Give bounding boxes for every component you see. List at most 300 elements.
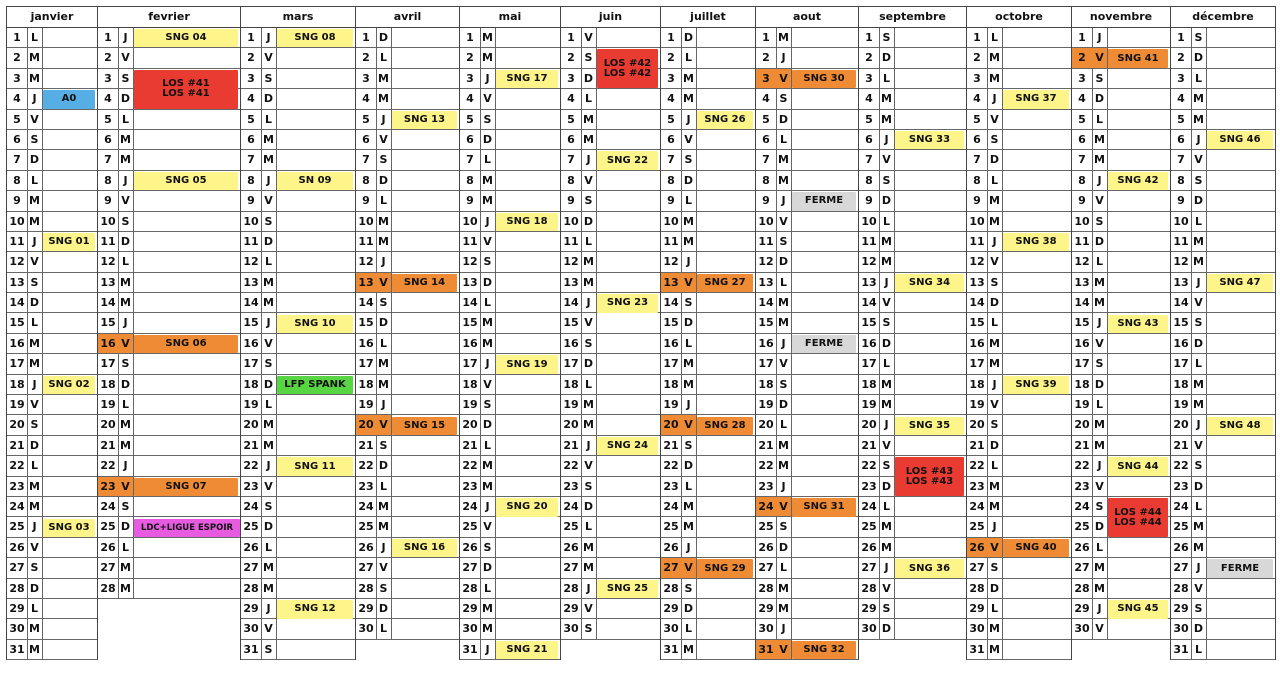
day-row bbox=[241, 273, 355, 293]
day-number: 31 bbox=[756, 640, 777, 659]
day-number: 20 bbox=[1171, 415, 1192, 434]
day-row bbox=[756, 293, 858, 313]
day-number: 3 bbox=[859, 69, 880, 88]
day-row bbox=[356, 619, 459, 639]
day-number: 10 bbox=[7, 212, 28, 231]
weekday-letter: J bbox=[27, 517, 43, 536]
day-number: 20 bbox=[859, 415, 880, 434]
weekday-letter: J bbox=[1191, 273, 1207, 292]
day-number: 24 bbox=[859, 497, 880, 516]
day-row bbox=[460, 293, 560, 313]
day-number: 14 bbox=[1072, 293, 1093, 312]
day-number: 12 bbox=[1171, 252, 1192, 271]
day-row bbox=[561, 252, 660, 272]
day-row bbox=[98, 558, 240, 578]
weekday-letter: V bbox=[879, 150, 895, 169]
day-number: 1 bbox=[98, 28, 119, 47]
weekday-letter: M bbox=[879, 395, 895, 414]
day-number: 27 bbox=[1072, 558, 1093, 577]
day-row bbox=[756, 89, 858, 109]
weekday-letter: D bbox=[480, 558, 496, 577]
month-column-10 bbox=[966, 6, 1072, 660]
weekday-letter: D bbox=[879, 334, 895, 353]
day-row bbox=[460, 579, 560, 599]
day-number: 20 bbox=[460, 415, 481, 434]
day-row bbox=[7, 619, 97, 639]
weekday-letter: D bbox=[376, 456, 392, 475]
weekday-letter: D bbox=[987, 150, 1003, 169]
day-row bbox=[356, 89, 459, 109]
day-number: 3 bbox=[241, 69, 262, 88]
weekday-letter: S bbox=[987, 415, 1003, 434]
day-row bbox=[1072, 212, 1170, 232]
day-number: 11 bbox=[967, 232, 988, 251]
day-number: 25 bbox=[1072, 517, 1093, 536]
event-text: SNG 24 bbox=[606, 440, 649, 452]
weekday-letter: M bbox=[681, 354, 697, 373]
day-number: 2 bbox=[1171, 48, 1192, 67]
day-number: 15 bbox=[661, 313, 682, 332]
day-row bbox=[756, 28, 858, 48]
weekday-letter: D bbox=[261, 375, 277, 394]
event-label bbox=[134, 519, 240, 537]
weekday-letter: J bbox=[681, 538, 697, 557]
event-label bbox=[792, 641, 856, 659]
day-row bbox=[98, 110, 240, 130]
day-number: 21 bbox=[1072, 436, 1093, 455]
weekday-letter: M bbox=[1191, 110, 1207, 129]
weekday-letter: S bbox=[879, 171, 895, 190]
day-row bbox=[859, 150, 966, 170]
day-row bbox=[967, 395, 1071, 415]
day-number: 31 bbox=[241, 640, 262, 659]
weekday-letter: S bbox=[376, 436, 392, 455]
weekday-letter: L bbox=[261, 395, 277, 414]
day-row bbox=[967, 599, 1071, 619]
day-number: 23 bbox=[756, 477, 777, 496]
day-row bbox=[561, 538, 660, 558]
day-number: 29 bbox=[7, 599, 28, 618]
weekday-letter: L bbox=[27, 313, 43, 332]
day-row bbox=[460, 558, 560, 578]
event-text: SNG 12 bbox=[294, 603, 336, 615]
day-row bbox=[967, 334, 1071, 354]
weekday-letter: J bbox=[681, 252, 697, 271]
day-row bbox=[561, 232, 660, 252]
weekday-letter: S bbox=[376, 579, 392, 598]
weekday-letter: M bbox=[987, 640, 1003, 659]
day-number: 13 bbox=[98, 273, 119, 292]
day-row bbox=[241, 110, 355, 130]
event-label bbox=[1003, 233, 1069, 251]
weekday-letter: J bbox=[118, 456, 134, 475]
weekday-letter: M bbox=[1191, 232, 1207, 251]
day-row bbox=[7, 48, 97, 68]
day-row bbox=[7, 212, 97, 232]
event-text: SNG 36 bbox=[908, 562, 951, 574]
event-text: FERME bbox=[804, 195, 844, 207]
day-row bbox=[241, 579, 355, 599]
weekday-letter: J bbox=[480, 640, 496, 659]
weekday-letter: D bbox=[376, 171, 392, 190]
day-row bbox=[859, 538, 966, 558]
day-row bbox=[1171, 313, 1275, 333]
weekday-letter: M bbox=[879, 232, 895, 251]
day-number: 26 bbox=[98, 538, 119, 557]
weekday-letter: S bbox=[681, 150, 697, 169]
day-row bbox=[967, 497, 1071, 517]
weekday-letter: M bbox=[480, 28, 496, 47]
day-number: 28 bbox=[756, 579, 777, 598]
weekday-letter: V bbox=[118, 477, 134, 496]
event-text: SNG 19 bbox=[506, 358, 548, 370]
weekday-letter: J bbox=[1092, 28, 1108, 47]
event-text: SNG 11 bbox=[294, 460, 336, 472]
day-number: 30 bbox=[756, 619, 777, 638]
day-row bbox=[967, 273, 1071, 293]
weekday-letter: L bbox=[261, 252, 277, 271]
day-number: 14 bbox=[460, 293, 481, 312]
day-number: 3 bbox=[460, 69, 481, 88]
weekday-letter: M bbox=[681, 497, 697, 516]
day-number: 20 bbox=[967, 415, 988, 434]
day-row bbox=[98, 191, 240, 211]
weekday-letter: D bbox=[376, 28, 392, 47]
day-number: 1 bbox=[356, 28, 377, 47]
weekday-letter: S bbox=[987, 273, 1003, 292]
day-row bbox=[356, 334, 459, 354]
day-row bbox=[561, 456, 660, 476]
day-row bbox=[98, 456, 240, 476]
weekday-letter: M bbox=[27, 48, 43, 67]
month-header: aout bbox=[756, 7, 858, 28]
day-row bbox=[561, 395, 660, 415]
day-number: 8 bbox=[98, 171, 119, 190]
weekday-letter: D bbox=[581, 354, 597, 373]
day-number: 30 bbox=[561, 619, 582, 638]
weekday-letter: L bbox=[879, 354, 895, 373]
day-row bbox=[356, 354, 459, 374]
weekday-letter: M bbox=[118, 436, 134, 455]
weekday-letter: D bbox=[27, 293, 43, 312]
weekday-letter: J bbox=[987, 375, 1003, 394]
day-number: 6 bbox=[7, 130, 28, 149]
day-number: 10 bbox=[1072, 212, 1093, 231]
day-row bbox=[967, 171, 1071, 191]
day-number: 12 bbox=[98, 252, 119, 271]
weekday-letter: J bbox=[1092, 599, 1108, 618]
day-row bbox=[1072, 150, 1170, 170]
day-number: 10 bbox=[356, 212, 377, 231]
event-text: LOS #44 bbox=[1114, 506, 1162, 518]
weekday-letter: J bbox=[1092, 171, 1108, 190]
day-number: 2 bbox=[460, 48, 481, 67]
event-label bbox=[496, 213, 558, 231]
day-number: 13 bbox=[1171, 273, 1192, 292]
day-number: 21 bbox=[561, 436, 582, 455]
weekday-letter: S bbox=[118, 497, 134, 516]
event-text: LOS #43 bbox=[905, 475, 954, 487]
month-header: juin bbox=[561, 7, 660, 28]
day-number: 9 bbox=[356, 191, 377, 210]
event-label bbox=[597, 580, 658, 598]
day-number: 31 bbox=[967, 640, 988, 659]
weekday-letter: L bbox=[1092, 110, 1108, 129]
day-number: 16 bbox=[241, 334, 262, 353]
day-number: 19 bbox=[7, 395, 28, 414]
event-text: SNG 44 bbox=[1117, 460, 1159, 472]
weekday-letter: S bbox=[987, 130, 1003, 149]
day-row bbox=[756, 313, 858, 333]
day-row bbox=[7, 313, 97, 333]
day-number: 13 bbox=[967, 273, 988, 292]
day-row bbox=[661, 130, 755, 150]
day-row bbox=[460, 375, 560, 395]
day-row bbox=[661, 293, 755, 313]
day-row bbox=[967, 354, 1071, 374]
weekday-letter: V bbox=[261, 334, 277, 353]
day-row bbox=[356, 497, 459, 517]
day-number: 1 bbox=[561, 28, 582, 47]
day-number: 28 bbox=[7, 579, 28, 598]
event-label bbox=[1003, 376, 1069, 394]
day-number: 8 bbox=[561, 171, 582, 190]
weekday-letter: D bbox=[681, 28, 697, 47]
day-row bbox=[356, 150, 459, 170]
event-label bbox=[1108, 457, 1168, 475]
weekday-letter: M bbox=[987, 619, 1003, 638]
day-row bbox=[967, 415, 1071, 435]
day-row bbox=[967, 640, 1071, 660]
day-number: 28 bbox=[241, 579, 262, 598]
day-row bbox=[561, 354, 660, 374]
day-row bbox=[1072, 477, 1170, 497]
day-number: 17 bbox=[460, 354, 481, 373]
day-number: 14 bbox=[561, 293, 582, 312]
day-row bbox=[98, 293, 240, 313]
day-number: 29 bbox=[661, 599, 682, 618]
day-number: 1 bbox=[460, 28, 481, 47]
day-number: 6 bbox=[1072, 130, 1093, 149]
weekday-letter: M bbox=[376, 232, 392, 251]
day-number: 8 bbox=[241, 171, 262, 190]
weekday-letter: L bbox=[581, 232, 597, 251]
event-text: SNG 30 bbox=[803, 72, 845, 84]
event-label bbox=[134, 29, 238, 47]
day-number: 5 bbox=[7, 110, 28, 129]
weekday-letter: D bbox=[261, 232, 277, 251]
day-row bbox=[241, 354, 355, 374]
day-number: 21 bbox=[1171, 436, 1192, 455]
event-label bbox=[895, 417, 964, 435]
day-row bbox=[7, 415, 97, 435]
weekday-letter: M bbox=[776, 313, 792, 332]
day-row bbox=[756, 212, 858, 232]
day-number: 9 bbox=[561, 191, 582, 210]
weekday-letter: V bbox=[261, 48, 277, 67]
day-row bbox=[661, 89, 755, 109]
day-number: 5 bbox=[1072, 110, 1093, 129]
day-number: 15 bbox=[967, 313, 988, 332]
day-row bbox=[661, 232, 755, 252]
weekday-letter: D bbox=[1191, 477, 1207, 496]
month-column-5 bbox=[459, 6, 561, 660]
weekday-letter: S bbox=[376, 293, 392, 312]
day-number: 10 bbox=[460, 212, 481, 231]
day-number: 18 bbox=[356, 375, 377, 394]
event-label bbox=[43, 519, 95, 537]
day-number: 14 bbox=[241, 293, 262, 312]
weekday-letter: D bbox=[1191, 334, 1207, 353]
day-row bbox=[7, 69, 97, 89]
weekday-letter: M bbox=[27, 477, 43, 496]
day-row bbox=[1171, 354, 1275, 374]
weekday-letter: J bbox=[581, 150, 597, 169]
day-number: 9 bbox=[1072, 191, 1093, 210]
day-number: 15 bbox=[98, 313, 119, 332]
event-text: SNG 37 bbox=[1015, 93, 1057, 105]
weekday-letter: M bbox=[987, 191, 1003, 210]
weekday-letter: V bbox=[480, 232, 496, 251]
day-row bbox=[241, 477, 355, 497]
day-number: 13 bbox=[1072, 273, 1093, 292]
day-number: 19 bbox=[241, 395, 262, 414]
month-column-6 bbox=[560, 6, 661, 640]
weekday-letter: V bbox=[776, 69, 792, 88]
weekday-letter: M bbox=[776, 150, 792, 169]
day-number: 14 bbox=[756, 293, 777, 312]
day-row bbox=[98, 375, 240, 395]
weekday-letter: V bbox=[118, 334, 134, 353]
day-row bbox=[1072, 619, 1170, 639]
weekday-letter: D bbox=[1191, 191, 1207, 210]
day-number: 29 bbox=[241, 599, 262, 618]
day-row bbox=[1171, 191, 1275, 211]
event-label bbox=[895, 559, 964, 577]
weekday-letter: J bbox=[581, 436, 597, 455]
weekday-letter: D bbox=[118, 89, 134, 108]
day-row bbox=[661, 436, 755, 456]
day-row bbox=[241, 334, 355, 354]
day-number: 24 bbox=[967, 497, 988, 516]
day-number: 23 bbox=[967, 477, 988, 496]
weekday-letter: J bbox=[776, 334, 792, 353]
weekday-letter: D bbox=[27, 579, 43, 598]
day-number: 1 bbox=[661, 28, 682, 47]
month-column-2 bbox=[97, 6, 241, 599]
day-number: 8 bbox=[859, 171, 880, 190]
event-text: SNG 48 bbox=[1219, 419, 1261, 431]
event-text: SNG 06 bbox=[165, 338, 207, 350]
weekday-letter: D bbox=[1092, 232, 1108, 251]
event-text: LFP SPANK bbox=[284, 378, 346, 390]
weekday-letter: D bbox=[879, 477, 895, 496]
weekday-letter: S bbox=[776, 375, 792, 394]
weekday-letter: J bbox=[879, 415, 895, 434]
day-row bbox=[967, 619, 1071, 639]
day-number: 8 bbox=[967, 171, 988, 190]
day-number: 11 bbox=[1072, 232, 1093, 251]
day-row bbox=[561, 477, 660, 497]
day-row bbox=[1171, 538, 1275, 558]
day-row bbox=[98, 415, 240, 435]
event-label bbox=[496, 498, 558, 516]
day-row bbox=[1171, 232, 1275, 252]
weekday-letter: S bbox=[1092, 497, 1108, 516]
day-row bbox=[661, 375, 755, 395]
month-column-7 bbox=[660, 6, 756, 660]
weekday-letter: S bbox=[581, 334, 597, 353]
day-row bbox=[967, 130, 1071, 150]
day-row bbox=[859, 69, 966, 89]
weekday-letter: V bbox=[480, 517, 496, 536]
weekday-letter: M bbox=[1191, 538, 1207, 557]
day-number: 1 bbox=[859, 28, 880, 47]
weekday-letter: D bbox=[118, 232, 134, 251]
day-number: 11 bbox=[356, 232, 377, 251]
day-number: 15 bbox=[561, 313, 582, 332]
weekday-letter: L bbox=[987, 28, 1003, 47]
day-number: 5 bbox=[460, 110, 481, 129]
weekday-letter: J bbox=[879, 130, 895, 149]
weekday-letter: M bbox=[1092, 293, 1108, 312]
day-row bbox=[859, 293, 966, 313]
day-number: 30 bbox=[661, 619, 682, 638]
day-row bbox=[460, 599, 560, 619]
month-column-11 bbox=[1071, 6, 1171, 640]
weekday-letter: D bbox=[480, 273, 496, 292]
day-row bbox=[1072, 28, 1170, 48]
month-column-9 bbox=[858, 6, 967, 640]
day-row bbox=[241, 212, 355, 232]
weekday-letter: D bbox=[118, 375, 134, 394]
weekday-letter: J bbox=[118, 313, 134, 332]
weekday-letter: D bbox=[581, 69, 597, 88]
weekday-letter: M bbox=[1191, 252, 1207, 271]
day-number: 11 bbox=[241, 232, 262, 251]
weekday-letter: V bbox=[27, 538, 43, 557]
event-label bbox=[895, 131, 964, 149]
weekday-letter: J bbox=[776, 48, 792, 67]
weekday-letter: J bbox=[879, 558, 895, 577]
weekday-letter: S bbox=[776, 517, 792, 536]
day-number: 13 bbox=[460, 273, 481, 292]
day-number: 23 bbox=[561, 477, 582, 496]
weekday-letter: V bbox=[376, 273, 392, 292]
weekday-letter: M bbox=[480, 599, 496, 618]
day-row bbox=[756, 579, 858, 599]
day-number: 21 bbox=[7, 436, 28, 455]
day-row bbox=[756, 599, 858, 619]
weekday-letter: J bbox=[261, 456, 277, 475]
day-number: 21 bbox=[859, 436, 880, 455]
day-number: 2 bbox=[756, 48, 777, 67]
event-label bbox=[392, 539, 457, 557]
day-number: 26 bbox=[1171, 538, 1192, 557]
day-number: 25 bbox=[1171, 517, 1192, 536]
weekday-letter: D bbox=[261, 517, 277, 536]
weekday-letter: S bbox=[681, 293, 697, 312]
day-number: 22 bbox=[859, 456, 880, 475]
day-row bbox=[460, 28, 560, 48]
day-row bbox=[859, 232, 966, 252]
day-row bbox=[1072, 558, 1170, 578]
day-row bbox=[356, 313, 459, 333]
day-number: 25 bbox=[356, 517, 377, 536]
day-row bbox=[356, 171, 459, 191]
day-row bbox=[1171, 110, 1275, 130]
weekday-letter: V bbox=[581, 456, 597, 475]
